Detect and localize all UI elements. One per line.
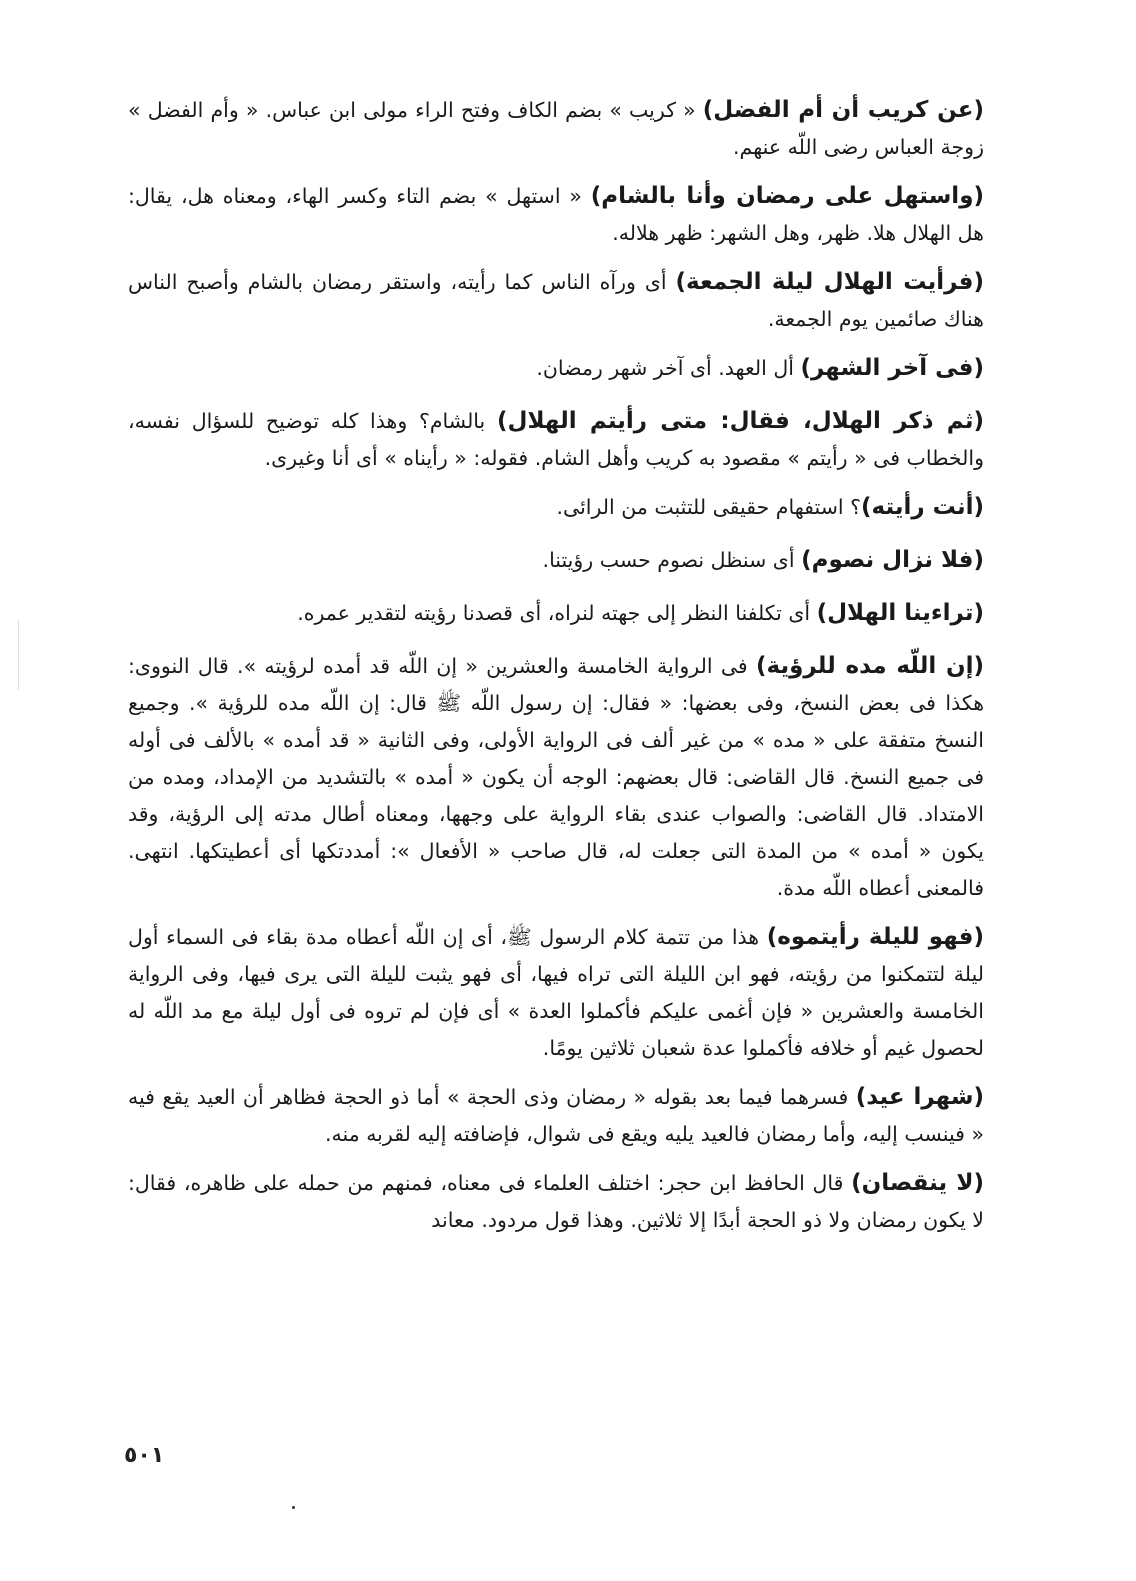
paragraph-text: بالشام؟ وهذا كله توضيح للسؤال نفسه، والخطاب فى « رأيتم » مقصود به كريب وأهل الشام. فقوله: « رأيناه » أى أنا وغيرى. — [128, 409, 984, 470]
paragraph-heading: (فلا نزال نصوم) — [801, 547, 984, 573]
paragraph-heading: (فهو لليلة رأيتموه) — [766, 924, 984, 950]
scan-speck — [292, 1506, 295, 1509]
paragraph-8 — [128, 595, 984, 632]
paragraph-9 — [128, 648, 984, 907]
paragraph-text: هذا من تتمة كلام الرسول ﷺ، أى إن اللّه أعطاه مدة بقاء فى السماء أول ليلة لتتمكنوا من رؤيته، فهو ابن الليلة التى تراه فيها، أى فهو يثبت لليلة التى يرى فيها، وفى الرواية الخامسة والعشرين « فإن أغمى عليكم فأكملوا العدة » أى فإن لم تروه فى أول ليلة مع مد اللّه له لحصول غيم أو خلافه فأكملوا عدة شعبان ثلاثين يومًا. — [128, 925, 984, 1060]
paragraph-text: قال الحافظ ابن حجر: اختلف العلماء فى معناه، فمنهم من حمله على ظاهره، فقال: لا يكون رمضان ولا ذو الحجة أبدًا إلا ثلاثين. وهذا قول مردود. معاند — [128, 1171, 984, 1232]
paragraph-text: ؟ استفهام حقيقى للتثبت من الرائى. — [556, 495, 861, 519]
paragraph-heading: (ثم ذكر الهلال، فقال: متى رأيتم الهلال) — [497, 408, 984, 434]
paragraph-5 — [128, 403, 984, 477]
paragraph-12 — [128, 1165, 984, 1239]
paragraph-text: أى سنظل نصوم حسب رؤيتنا. — [542, 548, 802, 572]
paragraph-text: أل العهد. أى آخر شهر رمضان. — [536, 356, 801, 380]
paragraph-heading: (أنت رأيته) — [861, 494, 984, 520]
paragraph-heading: (لا ينقصان) — [851, 1170, 985, 1196]
paragraph-heading: (واستهل على رمضان وأنا بالشام) — [590, 183, 985, 209]
paragraph-3 — [128, 264, 984, 338]
paragraph-10 — [128, 919, 984, 1067]
paragraph-heading: (فرأيت الهلال ليلة الجمعة) — [675, 269, 984, 295]
paragraph-heading: (شهرا عيد) — [855, 1084, 984, 1110]
page-body — [128, 92, 984, 1251]
paragraph-text: فى الرواية الخامسة والعشرين « إن اللّه قد أمده لرؤيته ». قال النووى: هكذا فى بعض النسخ، وفى بعضها: « فقال: إن رسول اللّه ﷺ قال: إن اللّه مده للرؤية ». وجميع النسخ متفقة على « مده » من غير ألف فى الرواية الأولى، وفى الثانية « قد أمده » بالألف فى أوله فى جميع النسخ. قال القاضى: قال بعضهم: الوجه أن يكون « أمده » بالتشديد من الإمداد، ومده من الامتداد. قال القاضى: والصواب عندى بقاء الرواية على وجهها، ومعناه أطال مدته إلى الرؤية، وقد يكون « أمده » من المدة التى جعلت له، قال صاحب « الأفعال »: أمددتكها أى أعطيتكها. انتهى. فالمعنى أعطاه اللّه مدة. — [128, 654, 984, 900]
paragraph-2 — [128, 178, 984, 252]
paragraph-text: أى تكلفنا النظر إلى جهته لنراه، أى قصدنا رؤيته لتقدير عمره. — [297, 601, 817, 625]
paragraph-heading: (عن كريب أن أم الفضل) — [702, 97, 984, 123]
paragraph-7 — [128, 542, 984, 579]
paragraph-text: « استهل » بضم التاء وكسر الهاء، ومعناه هل، يقال: هل الهلال هلا. ظهر، وهل الشهر: ظهر هلاله. — [128, 184, 984, 245]
paragraph-4 — [128, 350, 984, 387]
paragraph-1 — [128, 92, 984, 166]
scan-edge-mark — [18, 620, 19, 690]
paragraph-text: أى ورآه الناس كما رأيته، واستقر رمضان بالشام وأصبح الناس هناك صائمين يوم الجمعة. — [128, 270, 984, 331]
paragraph-heading: (فى آخر الشهر) — [800, 355, 984, 381]
paragraph-heading: (إن اللّه مده للرؤية) — [756, 653, 985, 679]
paragraph-11 — [128, 1079, 984, 1153]
paragraph-6 — [128, 489, 984, 526]
paragraph-text: « كريب » بضم الكاف وفتح الراء مولى ابن عباس. « وأم الفضل » زوجة العباس رضى اللّه عنهم. — [128, 98, 984, 159]
paragraph-heading: (تراءينا الهلال) — [816, 600, 984, 626]
page-number: ٥٠١ — [124, 1443, 165, 1468]
paragraph-text: فسرهما فيما بعد بقوله « رمضان وذى الحجة » أما ذو الحجة فظاهر أن العيد يقع فيه « فينسب إليه، وأما رمضان فالعيد يليه ويقع فى شوال، فإضافته إليه لقربه منه. — [128, 1085, 984, 1146]
